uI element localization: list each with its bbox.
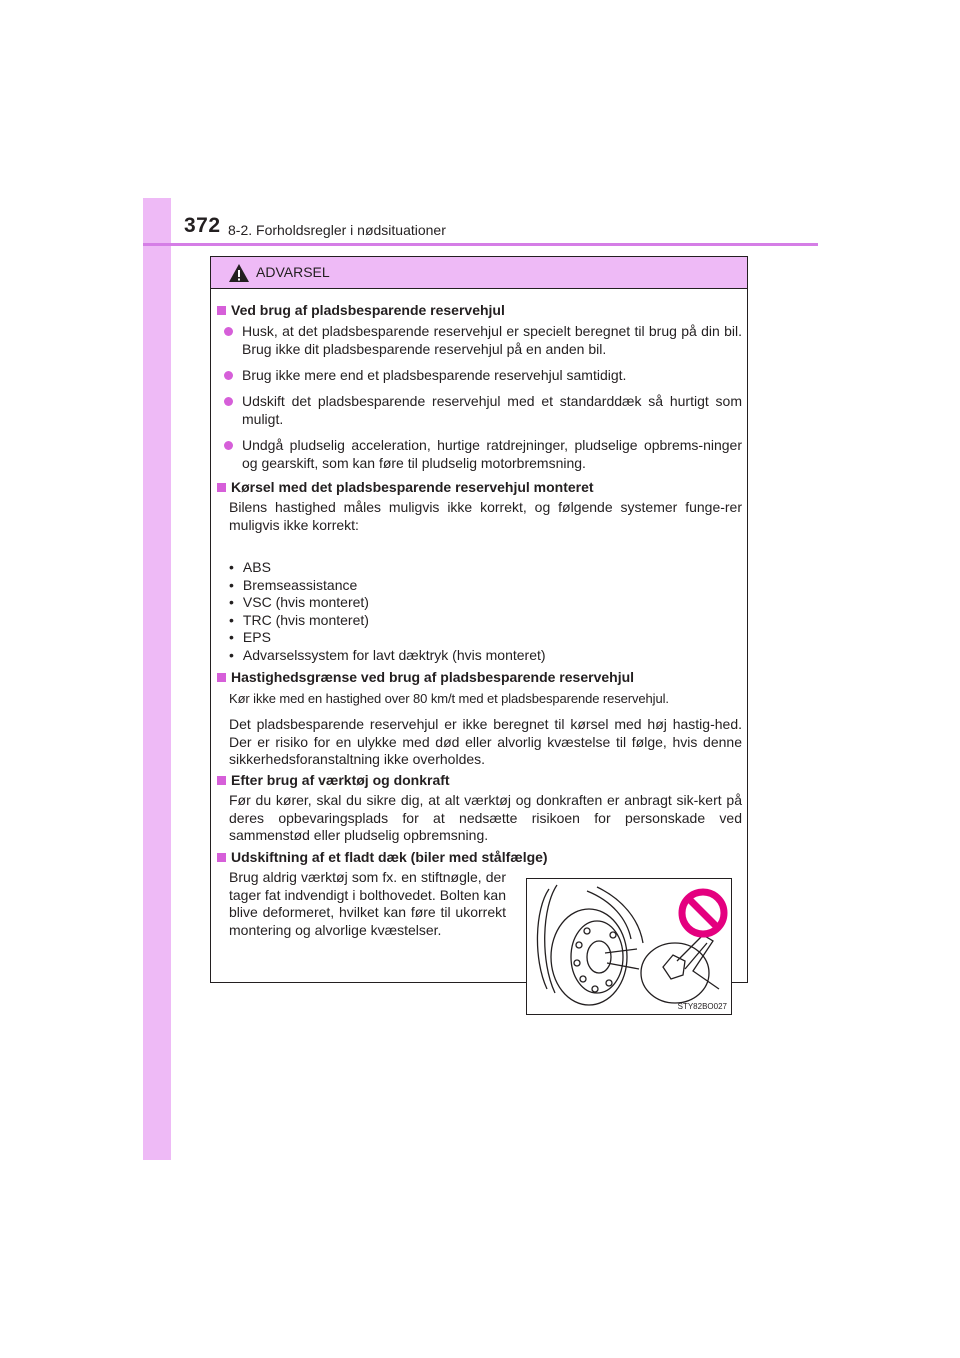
round-bullet-icon (224, 441, 233, 450)
round-bullet-icon (224, 327, 233, 336)
section-heading: Hastighedsgrænse ved brug af pladsbesparende reservehjul (217, 669, 634, 686)
wheel-illustration (526, 878, 732, 1015)
page-number: 372 (184, 214, 221, 237)
list-item: • Bremseassistance (229, 577, 546, 595)
section-text: Det pladsbesparende reservehjul er ikke beregnet til kørsel med høj hastig-hed. Der er risiko for en ulykke med død eller alvorlig kvæstelse til følge, hvis denne sikkerhedsforanstaltning ikke overholdes. (229, 716, 742, 767)
warning-triangle-icon (228, 263, 250, 283)
list-item: • TRC (hvis monteret) (229, 612, 546, 630)
section-heading: Kørsel med det pladsbesparende reservehjul monteret (217, 479, 594, 496)
section-heading: Udskiftning af et fladt dæk (biler med stålfælge) (217, 849, 548, 866)
prohibition-icon (677, 887, 729, 939)
list-item: • VSC (hvis monteret) (229, 594, 546, 612)
list-item: • EPS (229, 629, 546, 647)
section-heading: Ved brug af pladsbesparende reservehjul (217, 302, 505, 319)
section-title: 8-2. Forholdsregler i nødsituationer (228, 222, 446, 238)
round-bullet-icon (224, 397, 233, 406)
square-bullet-icon (217, 306, 226, 315)
section-text: Før du kører, skal du sikre dig, at alt værktøj og donkraften er anbragt sik-kert på deres opbevaringsplads for at nedsætte risikoen for personskade ved sammenstød eller pludselig opbremsning. (229, 792, 742, 843)
list-item: • ABS (229, 559, 546, 577)
system-list (229, 559, 546, 664)
list-item: • Advarselssystem for lavt dæktryk (hvis monteret) (229, 647, 546, 665)
header-rule (143, 243, 818, 246)
warning-header (211, 257, 747, 289)
section-text: Kør ikke med en hastighed over 80 km/t med et pladsbesparende reservehjul. (229, 691, 669, 706)
figure-code: STY82BO027 (677, 1002, 727, 1011)
bullet-item: Husk, at det pladsbesparende reservehjul er specielt beregnet til brug på din bil. Brug ikke dit pladsbesparende reservehjul på en anden bil. (224, 323, 742, 358)
round-bullet-icon (224, 371, 233, 380)
warning-title: ADVARSEL (256, 264, 330, 280)
square-bullet-icon (217, 776, 226, 785)
square-bullet-icon (217, 673, 226, 682)
bullet-item: Brug ikke mere end et pladsbesparende reservehjul samtidigt. (224, 367, 742, 385)
section-heading: Efter brug af værktøj og donkraft (217, 772, 450, 789)
bullet-item: Udskift det pladsbesparende reservehjul med et standarddæk så hurtigt som muligt. (224, 393, 742, 428)
section-text: Bilens hastighed måles muligvis ikke korrekt, og følgende systemer funge-rer muligvis ikke korrekt: (229, 499, 742, 533)
chapter-side-band (143, 198, 171, 1160)
square-bullet-icon (217, 853, 226, 862)
bullet-item: Undgå pludselig acceleration, hurtige ratdrejninger, pludselige opbrems-ninger og gearskift, som kan føre til pludselig motorbremsning. (224, 437, 742, 472)
section-text: Brug aldrig værktøj som fx. en stiftnøgle, der tager fat indvendigt i bolthovedet. Bolten kan blive deformeret, hvilket kan føre til ukorrekt montering og alvorlige kvæstelser. (229, 869, 506, 938)
warning-box (210, 256, 748, 1011)
square-bullet-icon (217, 483, 226, 492)
